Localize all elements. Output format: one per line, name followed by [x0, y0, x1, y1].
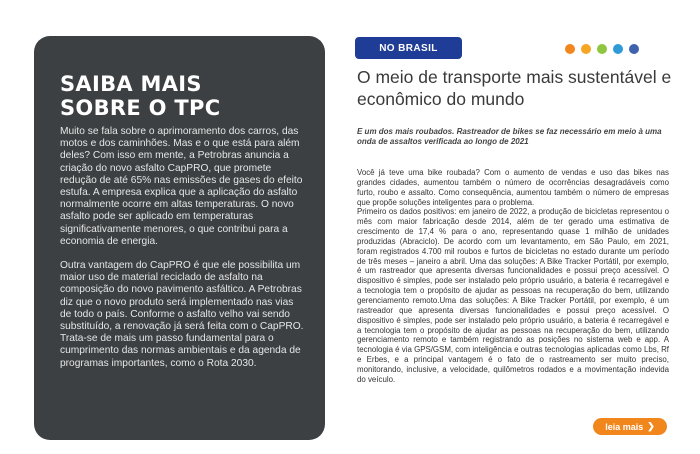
- read-more-button[interactable]: [593, 418, 667, 435]
- panel-title: SAIBA MAIS SOBRE O TPC: [60, 72, 221, 120]
- chevron-right-icon: ❯: [647, 421, 655, 431]
- decorative-dots: [565, 44, 639, 54]
- panel-body: [60, 126, 305, 382]
- panel-paragraph: Muito se fala sobre o aprimoramento dos carros, das motos e dos caminhões. Mas e o que está para além deles? Com isso em mente, a Petrobras anuncia a criação do novo asfalto CapPRO, que promete redução de até 65% nas emissões de gases do efeito estufa. A empresa explica que a aplicação do asfalto normalmente ocorre em altas temperaturas. O novo asfalto pode ser aplicado em temperaturas significativamente menores, o que contribui para a economia de energia.: [60, 126, 303, 247]
- info-panel: [34, 36, 325, 440]
- article-paragraph: Você já teve uma bike roubada? Com o aumento de vendas e uso das bikes nas grandes cidades, aumentou também o número de ocorrências desagradáveis como furto, roubo e assalto. Como consequência, aumentou também o número de empresas que propõe soluções inteligentes para o problema.: [357, 168, 669, 207]
- dot-icon: [597, 44, 607, 54]
- dot-icon: [565, 44, 575, 54]
- read-more-label: leia mais: [605, 421, 644, 432]
- article-subtitle: E um dos mais roubados. Rastreador de bikes se faz necessário em meio à uma onda de assaltos verificada ao longo de 2021: [357, 127, 662, 146]
- dot-icon: [581, 44, 591, 54]
- article-headline: O meio de transporte mais sustentável e econômico do mundo: [357, 67, 672, 109]
- section-badge: NO BRASIL: [355, 37, 462, 59]
- panel-paragraph: Outra vantagem do CapPRO é que ele possibilita um maior uso de material reciclado de asfalto na composição do novo pavimento asfáltico. A Petrobras diz que o novo produto será implementado nas vias de todo o país. Conforme o asfalto velho vai sendo substituído, a renovação já será feita com o CapPRO. Trata-se de mais um passo fundamental para o cumprimento das normas ambientais e da agenda de programas importantes, como o Rota 2030.: [60, 260, 304, 369]
- article-paragraph: Primeiro os dados positivos: em janeiro de 2022, a produção de bicicletas representou o mês com maior fabricação desde 2014, além de ter gerado uma estimativa de crescimento de 17,4 % para o ano, representando quase 1 milhão de unidades produzidas (Abraciclo). De acordo com um levantamento, em São Paulo, em 2021, foram registrados 4.700 mil roubos e furtos de bicicletas no estado durante um período de três meses – janeiro a abril. Uma das soluções: A Bike Tracker Portátil, por exemplo, é um rastreador que apresenta diversas funcionalidades e possui preço acessível. O dispositivo é simples, pode ser instalado pelo próprio usuário, a bateria é recarregável e a tecnologia tem o propósito de ajudar as pessoas na recuperação do bem, utilizando gerenciamento remoto.Uma das soluções: A Bike Tracker Portátil, por exemplo, é um rastreador que apresenta diversas funcionalidades e possui preço acessível. O dispositivo é simples, pode ser instalado pelo próprio usuário, a bateria é recarregável e a tecnologia tem o propósito de ajudar as pessoas na recuperação do bem, utilizando gerenciamento remoto e também registrando as posições no sistema web e app. A tecnologia é via GPS/GSM, com inteligência e outras tecnologias aplicadas como Lbs, Rf e Erbes, e a principal vantagem é o fato de o rastreamento ser muito preciso, monitorando, inclusive, a velocidade, quilômetros rodados e a movimentação indevida do veículo.: [357, 207, 669, 384]
- dot-icon: [629, 44, 639, 54]
- dot-icon: [613, 44, 623, 54]
- article-body: [357, 168, 669, 385]
